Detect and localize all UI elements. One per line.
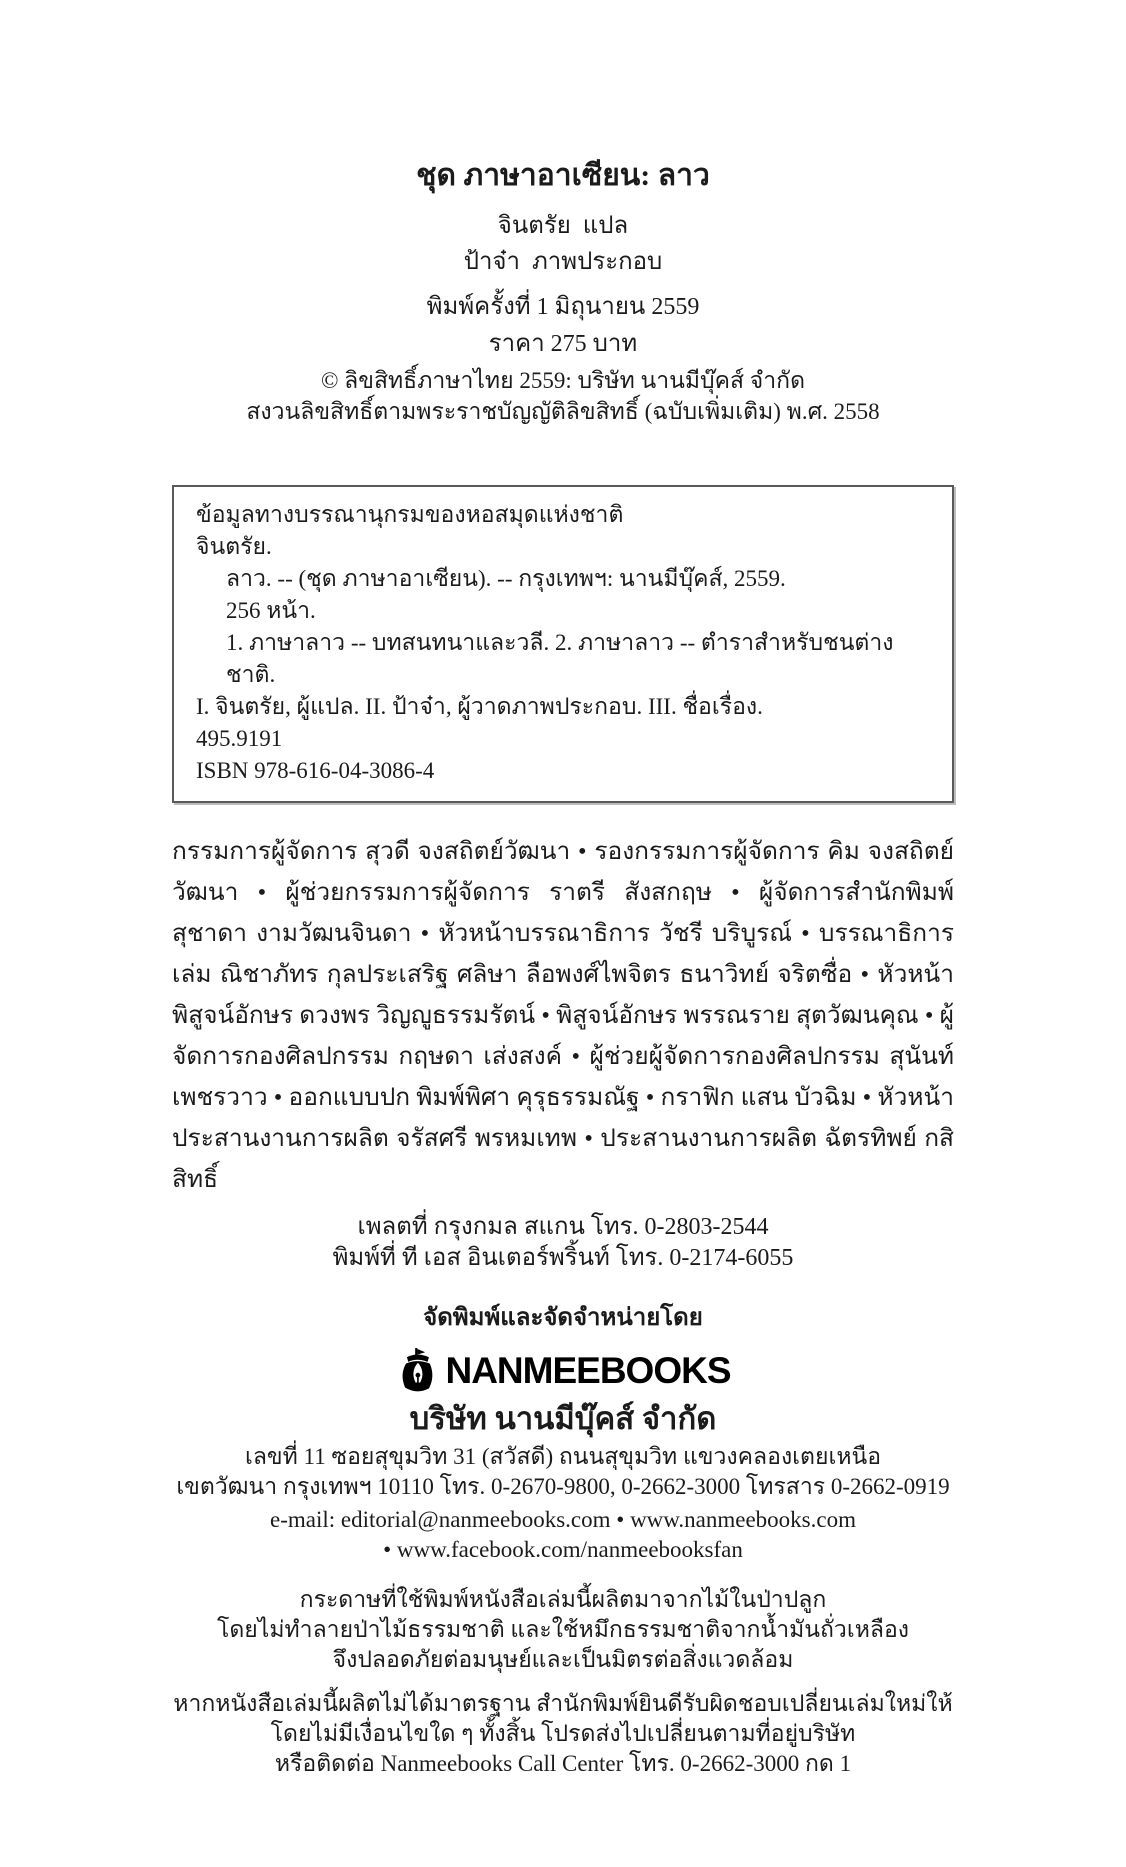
- quality-note-line-2: โดยไม่มีเงื่อนไขใด ๆ ทั้งสิ้น โปรดส่งไปเปลี่ยนตามที่อยู่บริษัท: [270, 1721, 856, 1746]
- printer-line: พิมพ์ที่ ที เอส อินเตอร์พริ้นท์ โทร. 0-2174-6055: [332, 1245, 794, 1271]
- eco-note-line-1: กระดาษที่ใช้พิมพ์หนังสือเล่มนี้ผลิตมาจากไม้ในป่าปลูก: [299, 1587, 827, 1612]
- published-by-label: จัดพิมพ์และจัดจำหน่ายโดย: [423, 1305, 703, 1331]
- eco-note-line-2: โดยไม่ทำลายป่าไม้ธรรมชาติ และใช้หมึกธรรมชาติจากน้ำมันถั่วเหลือง: [217, 1617, 909, 1642]
- illustrator-line: ป้าจ๋า ภาพประกอบ: [463, 249, 663, 275]
- cip-header-line: ข้อมูลทางบรรณานุกรมของหอสมุดแห่งชาติ: [196, 502, 624, 527]
- eco-paper-note: [172, 1585, 954, 1675]
- production-block: [172, 1212, 954, 1274]
- publisher-logo: [172, 1342, 954, 1400]
- publisher-contact-block: [172, 1505, 954, 1565]
- price-line: ราคา 275 บาท: [488, 331, 638, 357]
- staff-credits-paragraph: กรรมการผู้จัดการ สุวดี จงสถิตย์วัฒนา • รองกรรมการผู้จัดการ คิม จงสถิตย์วัฒนา • ผู้ช่วยกรรมการผู้จัดการ ราตรี สังสกฤษ • ผู้จัดการสำนักพิมพ์ สุชาดา งามวัฒนจินดา • หัวหน้าบรรณาธิการ วัชรี บริบูรณ์ • บรรณาธิการเล่ม ณิชาภัทร กุลประเสริฐ ศลิษา ลือพงศ์ไพจิตร ธนาวิทย์ จริตซื่อ • หัวหน้าพิสูจน์อักษร ดวงพร วิญญูธรรมรัตน์ • พิสูจน์อักษร พรรณราย สุตวัฒนคุณ • ผู้จัดการกองศิลปกรรม กฤษดา เส่งสงค์ • ผู้ช่วยผู้จัดการกองศิลปกรรม สุนันท์ เพชรวาว • ออกแบบปก พิมพ์พิศา คุรุธรรมณัฐ • กราฟิก แสน บัวฉิม • หัวหน้าประสานงานการผลิต จรัสศรี พรหมเทพ • ประสานงานการผลิต ฉัตรทิพย์ กสิสิทธิ์: [172, 838, 954, 1193]
- quality-guarantee-note: [172, 1689, 954, 1779]
- email-website-line: e-mail: editorial@nanmeebooks.com • www.nanmeebooks.com: [270, 1507, 856, 1532]
- copyright-block: [172, 365, 954, 427]
- cip-isbn-line: ISBN 978-616-04-3086-4: [196, 758, 435, 783]
- translator-line: จินตรัย แปล: [497, 213, 629, 239]
- publisher-address-block: [172, 1442, 954, 1502]
- cip-title-line: ลาว. -- (ชุด ภาษาอาเซียน). -- กรุงเทพฯ: นานมีบุ๊คส์, 2559.: [226, 566, 786, 591]
- printing-line: พิมพ์ครั้งที่ 1 มิถุนายน 2559: [426, 294, 700, 320]
- address-line-1: เลขที่ 11 ซอยสุขุมวิท 31 (สวัสดี) ถนนสุขุมวิท แขวงคลองเตยเหนือ: [244, 1444, 882, 1469]
- boat-pen-nib-icon: [395, 1346, 439, 1396]
- address-line-2: เขตวัฒนา กรุงเทพฯ 10110 โทร. 0-2670-9800, 0-2662-3000 โทรสาร 0-2662-0919: [176, 1474, 950, 1499]
- plate-maker-line: เพลตที่ กรุงกมล สแกน โทร. 0-2803-2544: [357, 1214, 769, 1240]
- series-title: ชุด ภาษาอาเซียน: ลาว: [416, 159, 710, 192]
- copyright-line-1: © ลิขสิทธิ์ภาษาไทย 2559: บริษัท นานมีบุ๊คส์ จำกัด: [320, 368, 806, 393]
- company-name: บริษัท นานมีบุ๊คส์ จำกัด: [409, 1401, 717, 1436]
- quality-note-line-1: หากหนังสือเล่มนี้ผลิตไม่ได้มาตรฐาน สำนักพิมพ์ยินดีรับผิดชอบเปลี่ยนเล่มใหม่ให้: [173, 1691, 953, 1716]
- cip-subjects-line: 1. ภาษาลาว -- บทสนทนาและวลี. 2. ภาษาลาว -- ตำราสำหรับชนต่างชาติ.: [226, 630, 894, 687]
- colophon-page: [172, 0, 954, 1779]
- facebook-line: • www.facebook.com/nanmeebooksfan: [383, 1537, 743, 1562]
- cip-entries-line: I. จินตรัย, ผู้แปล. II. ป้าจ๋า, ผู้วาดภาพประกอบ. III. ชื่อเรื่อง.: [196, 694, 763, 719]
- cip-author-line: จินตรัย.: [196, 534, 272, 559]
- byline-block: [172, 208, 954, 280]
- cataloging-in-publication-box: [172, 485, 954, 803]
- cip-dewey-number: 495.9191: [196, 726, 283, 751]
- cip-pages-line: 256 หน้า.: [226, 598, 316, 623]
- eco-note-line-3: จึงปลอดภัยต่อมนุษย์และเป็นมิตรต่อสิ่งแวดล้อม: [332, 1647, 794, 1672]
- quality-note-line-3: หรือติดต่อ Nanmeebooks Call Center โทร. 0-2662-3000 กด 1: [274, 1751, 852, 1776]
- publisher-logotype: NANMEEBOOKS: [445, 1350, 731, 1391]
- copyright-line-2: สงวนลิขสิทธิ์ตามพระราชบัญญัติลิขสิทธิ์ (ฉบับเพิ่มเติม) พ.ศ. 2558: [246, 399, 880, 424]
